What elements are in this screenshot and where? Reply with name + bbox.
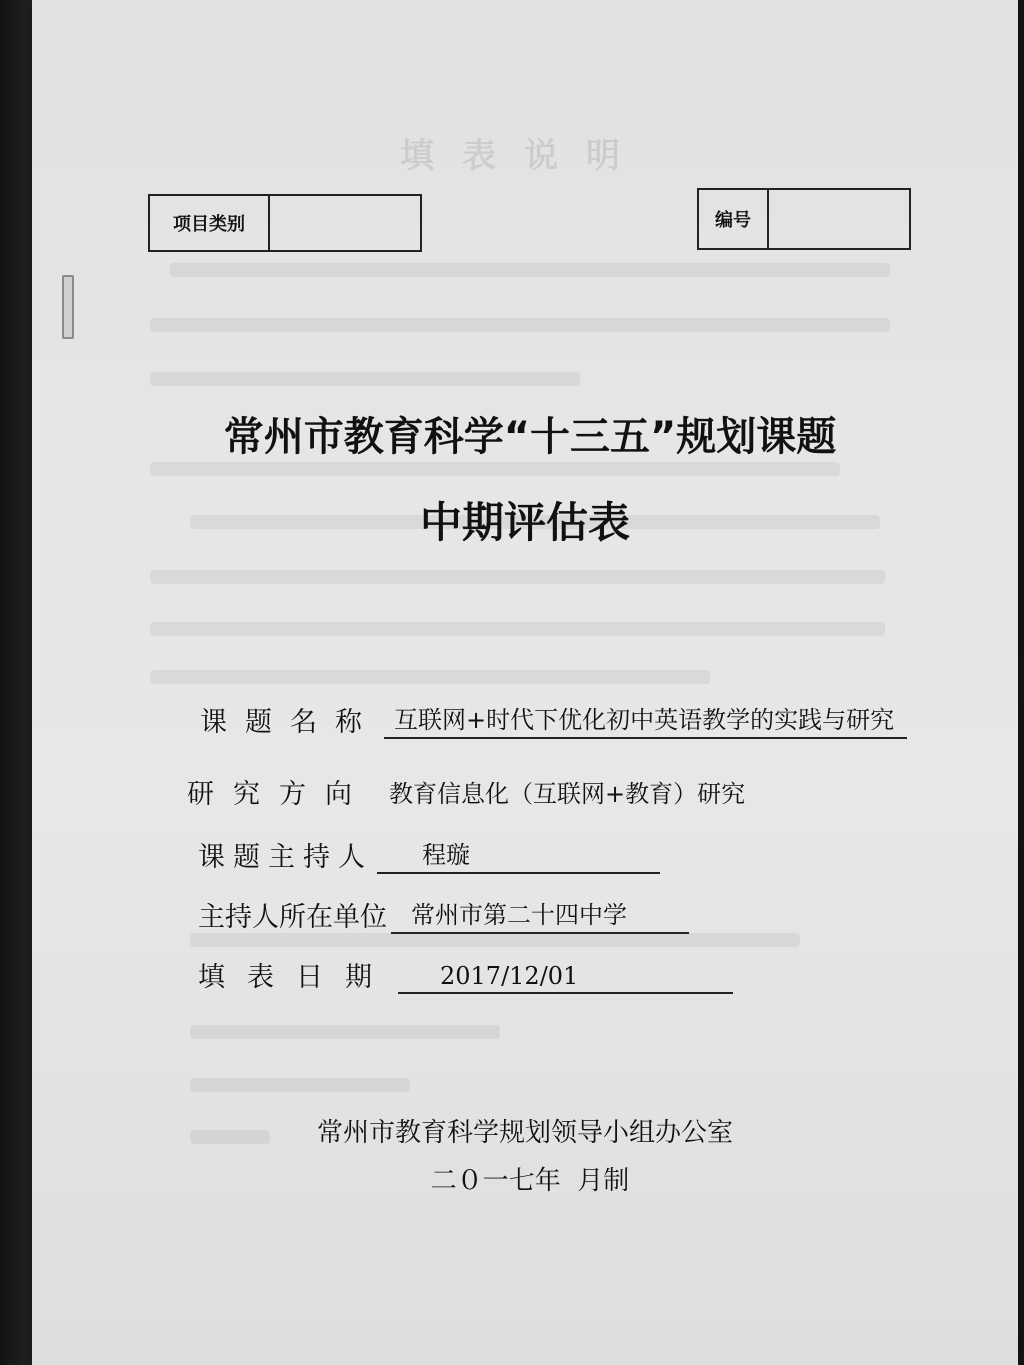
document-title: 常州市教育科学“十三五”规划课题 xyxy=(223,414,837,460)
fill-date-value: 2017/12/01 xyxy=(398,962,733,994)
serial-number-label: 编号 xyxy=(699,190,769,248)
research-direction-label: 研究方向 xyxy=(187,779,371,810)
research-direction-field xyxy=(187,772,753,811)
host-field xyxy=(198,835,660,874)
bleed-through-line xyxy=(190,1130,270,1144)
fill-date-field xyxy=(198,955,733,994)
bleed-through-line xyxy=(150,570,885,584)
bleed-through-line xyxy=(190,1025,500,1039)
host-unit-label: 主持人所在单位 xyxy=(198,902,387,933)
serial-number-box xyxy=(697,188,911,250)
bleed-through-line xyxy=(150,622,885,636)
bleed-through-line xyxy=(150,670,710,684)
bleed-through-line xyxy=(190,933,800,947)
bleed-through-line xyxy=(150,462,840,476)
bleed-through-line xyxy=(170,263,890,277)
bleed-through-line xyxy=(190,1078,410,1092)
topic-name-field xyxy=(200,700,907,739)
bleed-through-line xyxy=(150,318,890,332)
bleed-through-line xyxy=(150,372,580,386)
host-value: 程璇 xyxy=(377,835,660,874)
topic-name-label: 课题名称 xyxy=(200,707,380,738)
issuing-office: 常州市教育科学规划领导小组办公室 xyxy=(316,1118,733,1148)
issue-date: 二０一七年 月制 xyxy=(430,1166,630,1196)
fill-date-label: 填表日期 xyxy=(198,962,394,993)
host-label: 课题主持人 xyxy=(198,842,373,873)
document-subtitle: 中期评估表 xyxy=(419,498,630,547)
project-category-box xyxy=(148,194,422,252)
staple-icon xyxy=(62,275,74,339)
topic-name-value: 互联网+时代下优化初中英语教学的实践与研究 xyxy=(384,700,907,739)
host-unit-value: 常州市第二十四中学 xyxy=(391,895,689,934)
project-category-label: 项目类别 xyxy=(150,196,270,250)
bleed-through-text: 填表说明 xyxy=(400,136,648,176)
research-direction-value: 教育信息化（互联网+教育）研究 xyxy=(389,780,746,808)
host-unit-field xyxy=(198,895,689,934)
